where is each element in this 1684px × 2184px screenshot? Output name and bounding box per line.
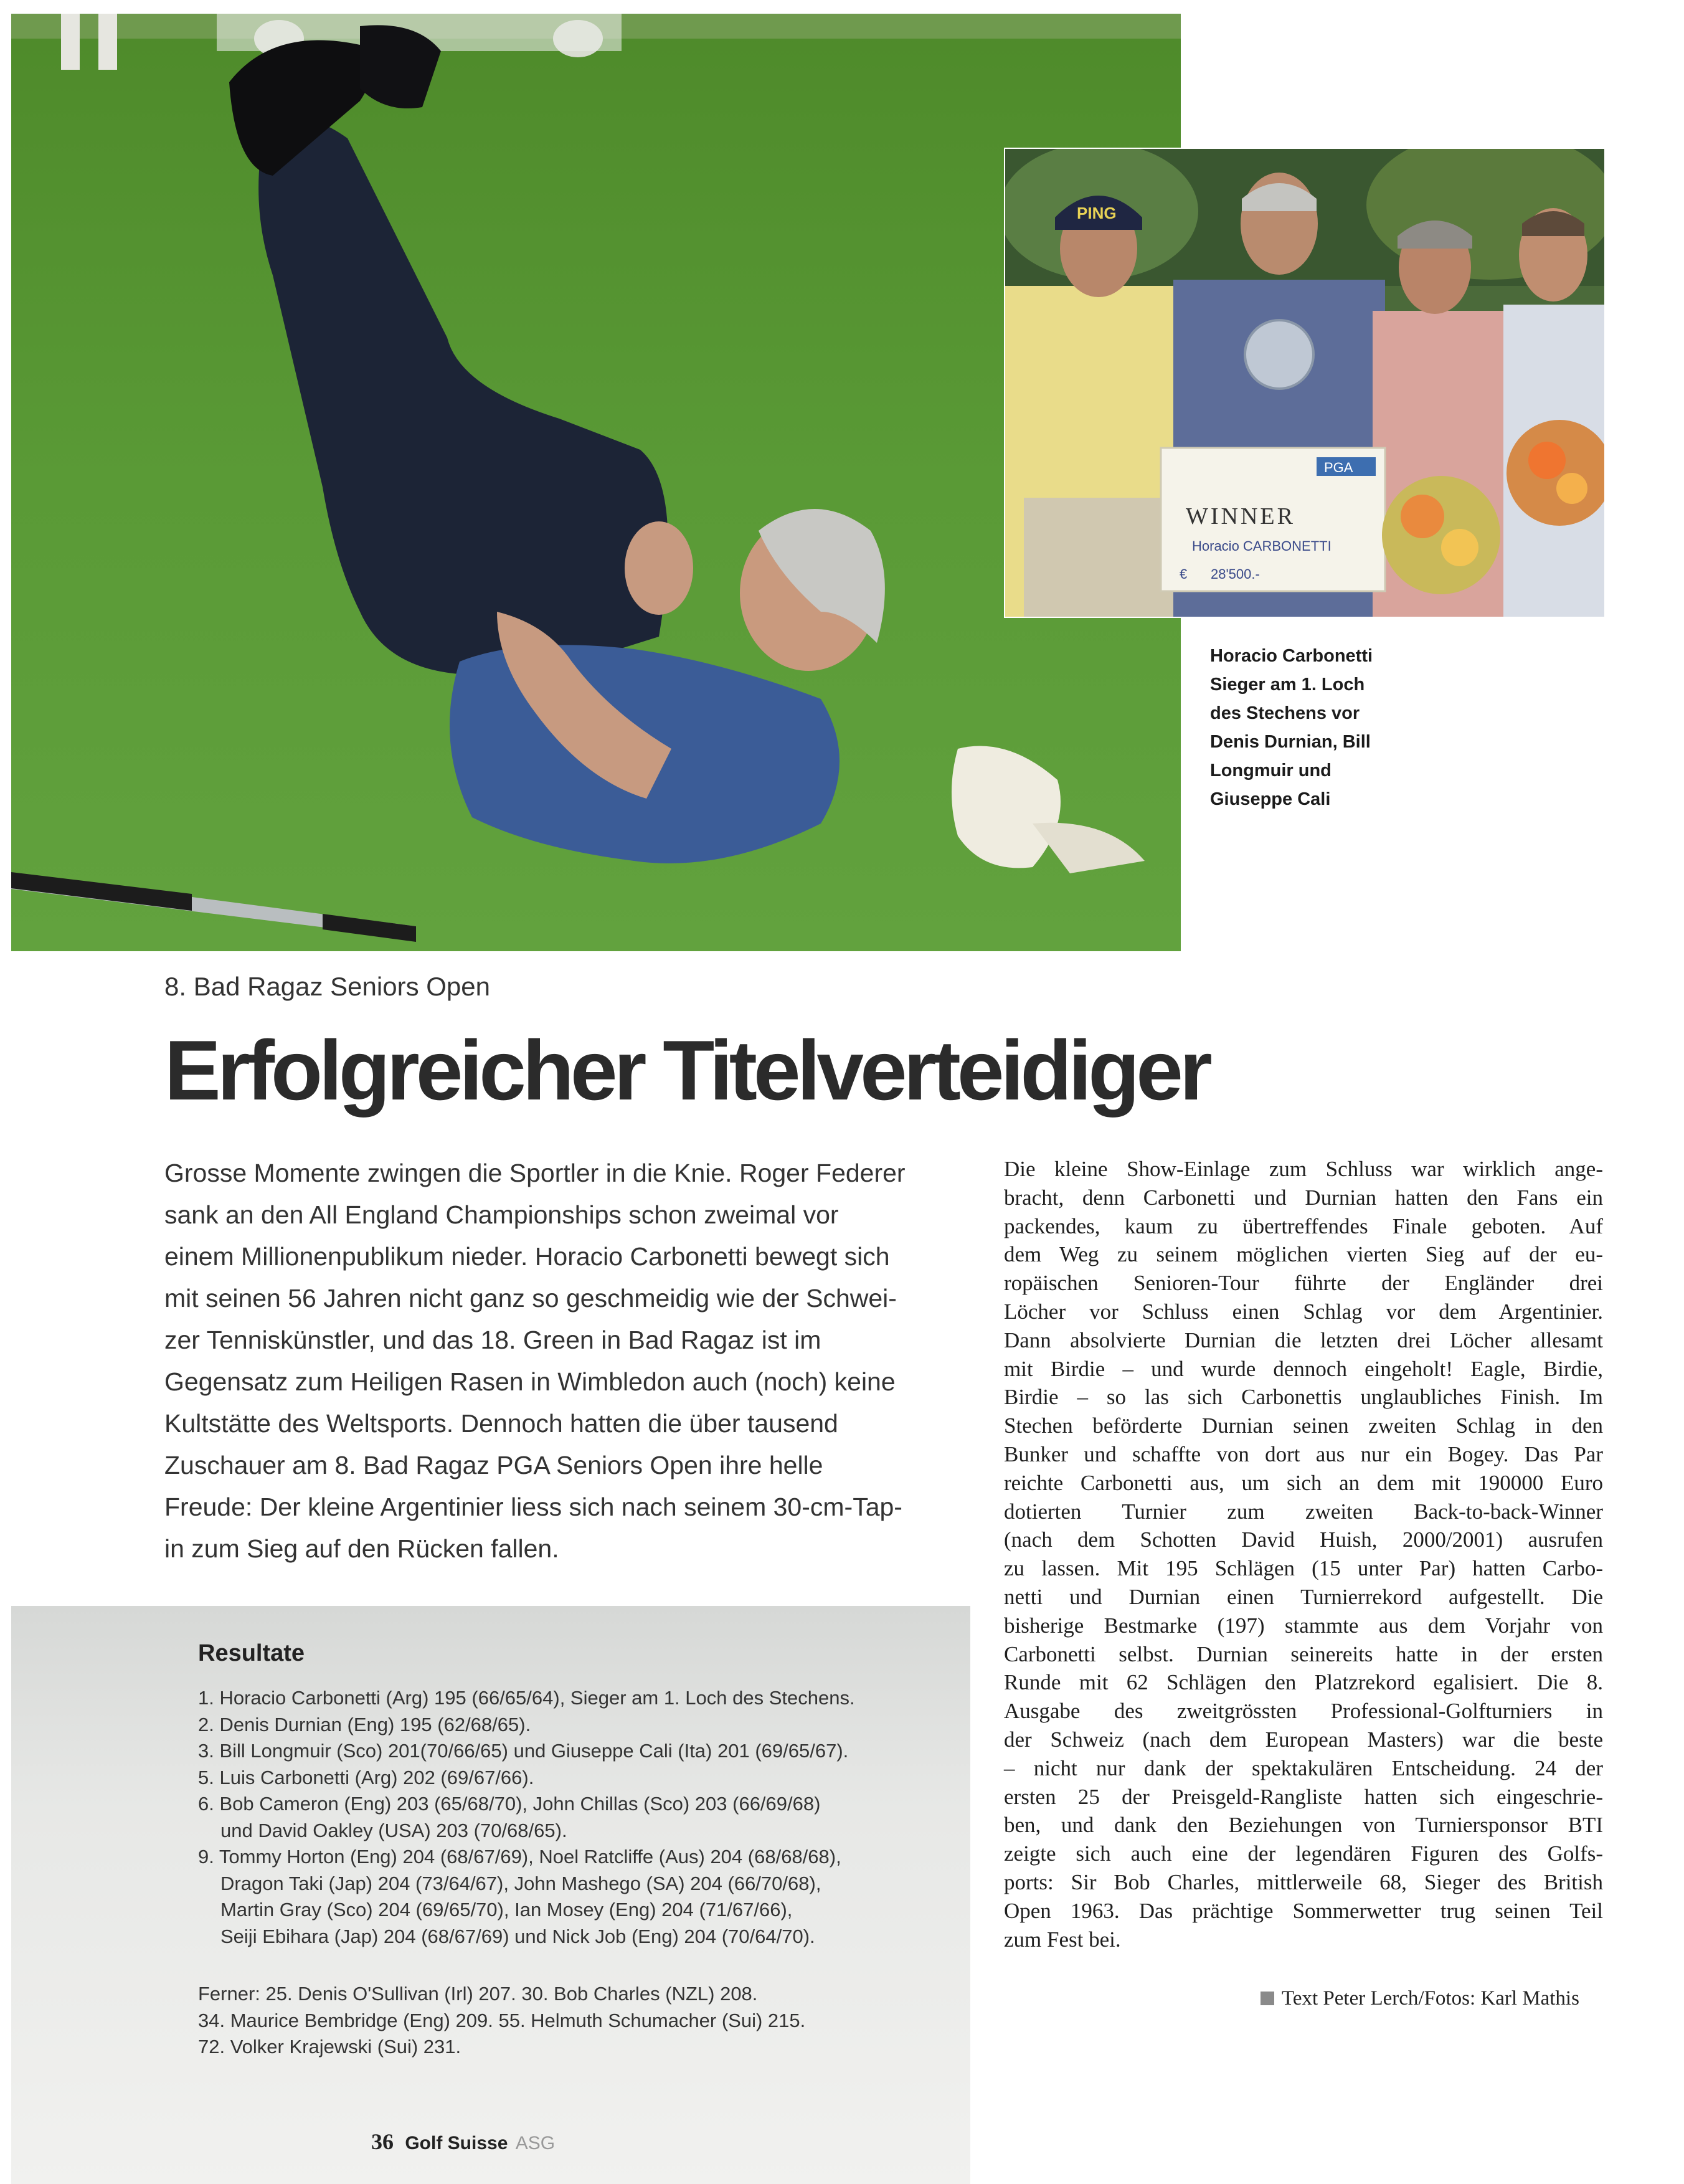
body-line: zum Fest bei. [1004,1927,1121,1952]
lead-line: zer Tenniskünstler, und das 18. Green in Bad Ragaz ist im [164,1326,821,1354]
result-line: und David Oakley (USA) 203 (70/68/65). [220,1819,567,1841]
body-line: – nicht nur dank der spektakulären Entscheidung. 24 der [1004,1755,1603,1780]
check-title: WINNER [1186,503,1295,529]
results-others [198,1981,958,2061]
cap-logo: PING [1077,204,1117,222]
other-result-line: 72. Volker Krajewski (Sui) 231. [198,2036,461,2058]
body-line: zeigte sich auch eine der legendären Figuren des Golfs- [1004,1841,1603,1866]
body-line: ben, und dank den Beziehungen von Turniersponsor BTI [1004,1813,1603,1838]
result-line: 2. Denis Durnian (Eng) 195 (62/68/65). [198,1713,531,1735]
body-line: Bunker und schaffte von dort aus nur ein Bogey. Das Par [1004,1441,1603,1466]
lead-line: sank an den All England Championships schon zweimal vor [164,1200,839,1229]
result-line: 1. Horacio Carbonetti (Arg) 195 (66/65/64), Sieger am 1. Loch des Stechens. [198,1687,855,1709]
article-kicker: 8. Bad Ragaz Seniors Open [164,972,490,1001]
body-line: ports: Sir Bob Charles, mittlerweile 68, Sieger des British [1004,1869,1603,1894]
result-line: 6. Bob Cameron (Eng) 203 (65/68/70), John Chillas (Sco) 203 (66/69/68) [198,1793,821,1815]
page-number: 36 [371,2129,394,2154]
lead-paragraph [164,1152,974,1570]
magazine-name: Golf Suisse [405,2133,508,2153]
result-line: Seiji Ebihara (Jap) 204 (68/67/69) und Nick Job (Eng) 204 (70/64/70). [220,1925,815,1947]
square-bullet-icon [1261,1992,1274,2005]
results-list [198,1685,958,1950]
magazine-suffix: ASG [515,2133,556,2153]
body-line: Die kleine Show-Einlage zum Schluss war wirklich ange- [1004,1157,1603,1181]
results-title: Resultate [198,1640,305,1666]
body-line: zu lassen. Mit 195 Schlägen (15 unter Par) hatten Carbo- [1004,1556,1603,1581]
body-line: ersten 25 der Preisgeld-Rangliste hatten sich eingeschrie- [1004,1784,1603,1809]
credit-text: Text Peter Lerch/Fotos: Karl Mathis [1282,1987,1579,2010]
photo-caption [1210,642,1416,814]
caption-line: Longmuir und [1210,761,1332,781]
lead-line: Zuschauer am 8. Bad Ragaz PGA Seniors Open ihre helle [164,1451,823,1479]
result-line: 5. Luis Carbonetti (Arg) 202 (69/67/66). [198,1766,534,1788]
caption-line: Sieger am 1. Loch [1210,675,1365,695]
page-footer [371,2129,555,2155]
caption-line: des Stechens vor [1210,703,1360,723]
check-amount: 28'500.- [1211,566,1260,582]
body-line: dem Weg zu seinem möglichen vierten Sieg auf der eu- [1004,1242,1603,1267]
lead-line: Gegensatz zum Heiligen Rasen in Wimbledon auch (noch) keine [164,1367,896,1396]
lead-line: Freude: Der kleine Argentinier liess sich nach seinem 30-cm-Tap- [164,1493,902,1521]
result-line: Martin Gray (Sco) 204 (69/65/70), Ian Mosey (Eng) 204 (71/67/66), [220,1899,793,1920]
result-line: Dragon Taki (Jap) 204 (73/64/67), John Mashego (SA) 204 (66/70/68), [220,1872,821,1894]
body-line: der Schweiz (nach dem European Masters) war die beste [1004,1727,1603,1752]
body-line: bracht, denn Carbonetti und Durnian hatten den Fans ein [1004,1185,1603,1210]
body-line: packendes, kaum zu übertreffendes Finale geboten. Auf [1004,1213,1603,1238]
body-line: bisherige Bestmarke (197) stammte aus dem Vorjahr von [1004,1613,1603,1638]
caption-line: Horacio Carbonetti [1210,646,1373,666]
lead-line: in zum Sieg auf den Rücken fallen. [164,1534,559,1563]
check-amount-prefix: € [1180,566,1188,582]
body-line: ropäischen Senioren-Tour führte der Engländer drei [1004,1271,1603,1296]
article-body [1004,1155,1603,1954]
body-line: dotierten Turnier zum zweiten Back-to-back-Winner [1004,1499,1603,1524]
body-line: Carbonetti selbst. Durnian seinereits hatte in der ersten [1004,1641,1603,1666]
body-line: netti und Durnian einen Turnierrekord aufgestellt. Die [1004,1584,1603,1609]
lead-line: Kultstätte des Weltsports. Dennoch hatten die über tausend [164,1409,838,1438]
check-brand: PGA [1324,460,1353,475]
body-line: Stechen beförderte Durnian seinen zweiten Schlag in den [1004,1413,1603,1438]
body-line: Open 1963. Das prächtige Sommerwetter trug seinen Teil [1004,1898,1603,1923]
photo-credit [1261,1987,1579,2010]
article-headline: Erfolgreicher Titelverteidiger [164,1023,1209,1118]
body-line: Birdie – so las sich Carbonettis unglaubliches Finish. Im [1004,1385,1603,1410]
body-line: (nach dem Schotten David Huish, 2000/2001) ausrufen [1004,1527,1603,1552]
other-result-line: Ferner: 25. Denis O'Sullivan (Irl) 207. 30. Bob Charles (NZL) 208. [198,1983,758,2005]
body-line: Dann absolvierte Durnian die letzten drei Löcher allesamt [1004,1327,1603,1352]
inset-photo-winners [1004,148,1606,618]
other-result-line: 34. Maurice Bembridge (Eng) 209. 55. Helmuth Schumacher (Sui) 215. [198,2009,806,2031]
body-line: mit Birdie – und wurde dennoch eingeholt! Eagle, Birdie, [1004,1356,1603,1381]
caption-line: Giuseppe Cali [1210,789,1331,809]
result-line: 9. Tommy Horton (Eng) 204 (68/67/69), Noel Ratcliffe (Aus) 204 (68/68/68), [198,1846,841,1868]
lead-line: Grosse Momente zwingen die Sportler in die Knie. Roger Federer [164,1159,906,1187]
body-line: Löcher vor Schluss einen Schlag vor dem Argentinier. [1004,1299,1603,1324]
check-name: Horacio CARBONETTI [1192,538,1332,554]
lead-line: einem Millionenpublikum nieder. Horacio Carbonetti bewegt sich [164,1242,890,1271]
body-line: Ausgabe des zweitgrössten Professional-Golfturniers in [1004,1699,1603,1724]
result-line: 3. Bill Longmuir (Sco) 201(70/66/65) und Giuseppe Cali (Ita) 201 (69/65/67). [198,1740,849,1762]
body-line: reichte Carbonetti aus, um sich an dem mit 190000 Euro [1004,1470,1603,1495]
body-line: Runde mit 62 Schlägen den Platzrekord egalisiert. Die 8. [1004,1670,1603,1695]
caption-line: Denis Durnian, Bill [1210,732,1371,752]
lead-line: mit seinen 56 Jahren nicht ganz so geschmeidig wie der Schwei- [164,1284,897,1313]
